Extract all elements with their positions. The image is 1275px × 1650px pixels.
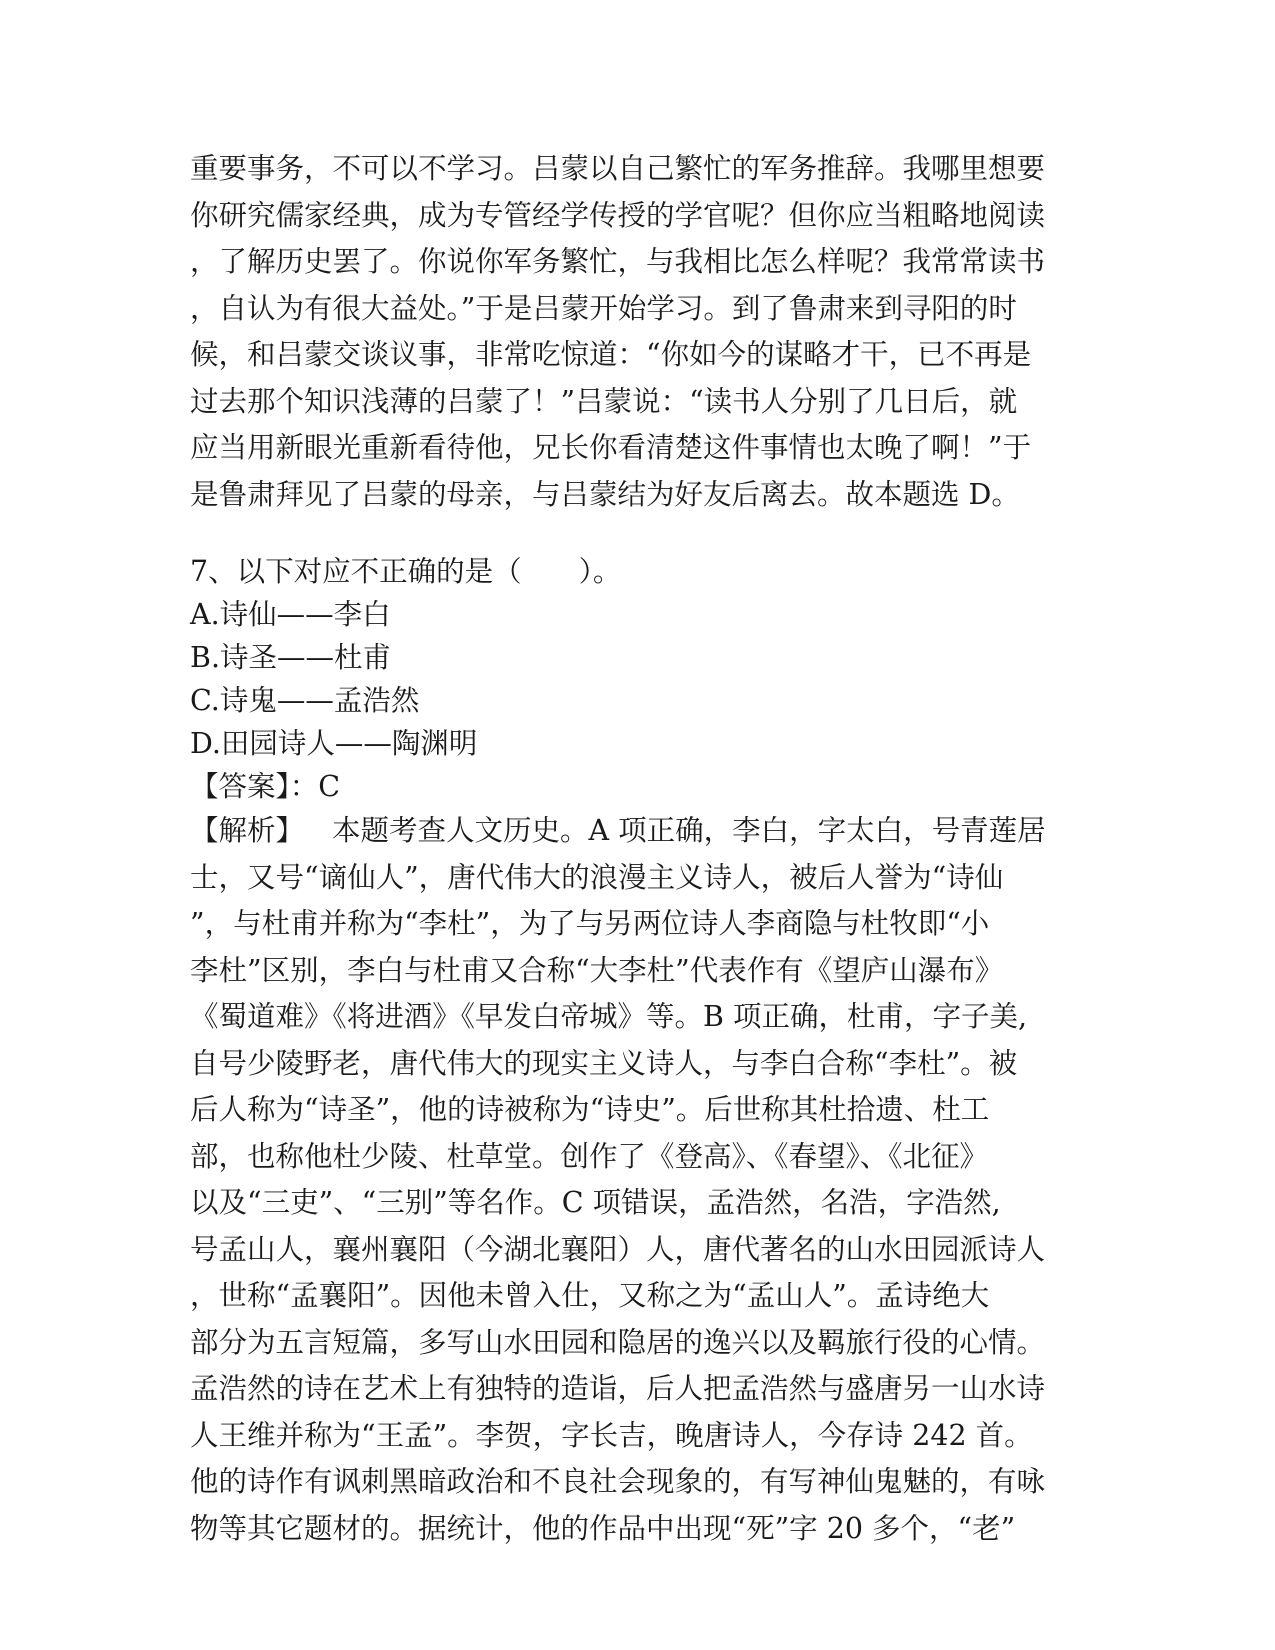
analysis-line: 士，又号“谪仙人”，唐代伟大的浪漫主义诗人，被后人誉为“诗仙: [190, 860, 1004, 894]
spacer: [190, 518, 1070, 550]
text-line: 候，和吕蒙交谈议事，非常吃惊道：“你如今的谋略才干，已不再是: [190, 338, 1032, 371]
previous-analysis: [190, 146, 1070, 518]
analysis-line: 部分为五言短篇，多写山水田园和隐居的逸兴以及羁旅行役的心情。: [190, 1325, 1046, 1359]
analysis-line: 物等其它题材的。据统计，他的作品中出现“死”字 20 多个，“老”: [190, 1511, 1016, 1545]
analysis-line: 后人称为“诗圣”，他的诗被称为“诗史”。后世称其杜拾遗、杜工: [190, 1093, 990, 1126]
analysis-line: 《蜀道难》《将进酒》《早发白帝城》等。B 项正确，杜甫，字子美,: [190, 1000, 1028, 1033]
analysis-line: 孟浩然的诗在艺术上有独特的造诣，后人把孟浩然与盛唐另一山水诗: [190, 1372, 1046, 1405]
text-line: ，自认为有很大益处。”于是吕蒙开始学习。到了鲁肃来到寻阳的时: [190, 291, 1017, 325]
question-block: [190, 550, 1070, 1552]
question-stem: 7、以下对应不正确的是（ ）。: [190, 555, 622, 588]
analysis-line: ，世称“孟襄阳”。因他未曾入仕，又称之为“孟山人”。孟诗绝大: [190, 1279, 990, 1312]
analysis-first-text: 本题考查人文历史。A 项正确，李白，字太白，号青莲居: [332, 814, 1046, 847]
analysis-line: 他的诗作有讽刺黑暗政治和不良社会现象的，有写神仙鬼魅的，有咏: [190, 1465, 1046, 1498]
option-c: C.诗鬼——孟浩然: [190, 684, 420, 717]
analysis-line: 人王维并称为“王孟”。李贺，字长吉，晚唐诗人，今存诗 242 首。: [190, 1418, 1033, 1452]
text-line: 应当用新眼光重新看待他，兄长你看清楚这件事情也太晚了啊！”于: [190, 431, 1032, 464]
option-d: D.田园诗人——陶渊明: [190, 727, 478, 760]
text-line: 你研究儒家经典，成为专管经学传授的学官呢？但你应当粗略地阅读: [190, 198, 1046, 232]
text-line: 过去那个知识浅薄的吕蒙了！”吕蒙说：“读书人分别了几日后，就: [190, 384, 1018, 418]
analysis-first-line: [190, 808, 1070, 855]
analysis-tag: 【解析】: [190, 814, 305, 847]
analysis-line: ”，与杜甫并称为“李杜”，为了与另两位诗人李商隐与杜牧即“小: [190, 907, 990, 940]
analysis-line: 号孟山人，襄州襄阳（今湖北襄阳）人，唐代著名的山水田园派诗人: [190, 1232, 1046, 1266]
text-line: ，了解历史罢了。你说你军务繁忙，与我相比怎么样呢？我常常读书: [190, 245, 1046, 278]
analysis-line: 部，也称他杜少陵、杜草堂。创作了《登高》、《春望》、《北征》: [190, 1139, 989, 1173]
option-b: B.诗圣——杜甫: [190, 641, 392, 674]
analysis-line: 自号少陵野老，唐代伟大的现实主义诗人，与李白合称“李杜”。被: [190, 1046, 1018, 1080]
analysis-line: 以及“三吏”、“三别”等名作。C 项错误，孟浩然，名浩，字浩然,: [190, 1186, 1001, 1219]
option-a: A.诗仙——李白: [190, 598, 391, 631]
text-line: 是鲁肃拜见了吕蒙的母亲，与吕蒙结为好友后离去。故本题选 D。: [190, 477, 1020, 511]
analysis-line: 李杜”区别，李白与杜甫又合称“大李杜”代表作有《望庐山瀑布》: [190, 953, 1004, 987]
document-page: [190, 146, 1070, 1552]
text-line: 重要事务，不可以不学习。吕蒙以自己繁忙的军务推辞。我哪里想要: [190, 152, 1046, 185]
answer-line: 【答案】：C: [190, 770, 341, 803]
